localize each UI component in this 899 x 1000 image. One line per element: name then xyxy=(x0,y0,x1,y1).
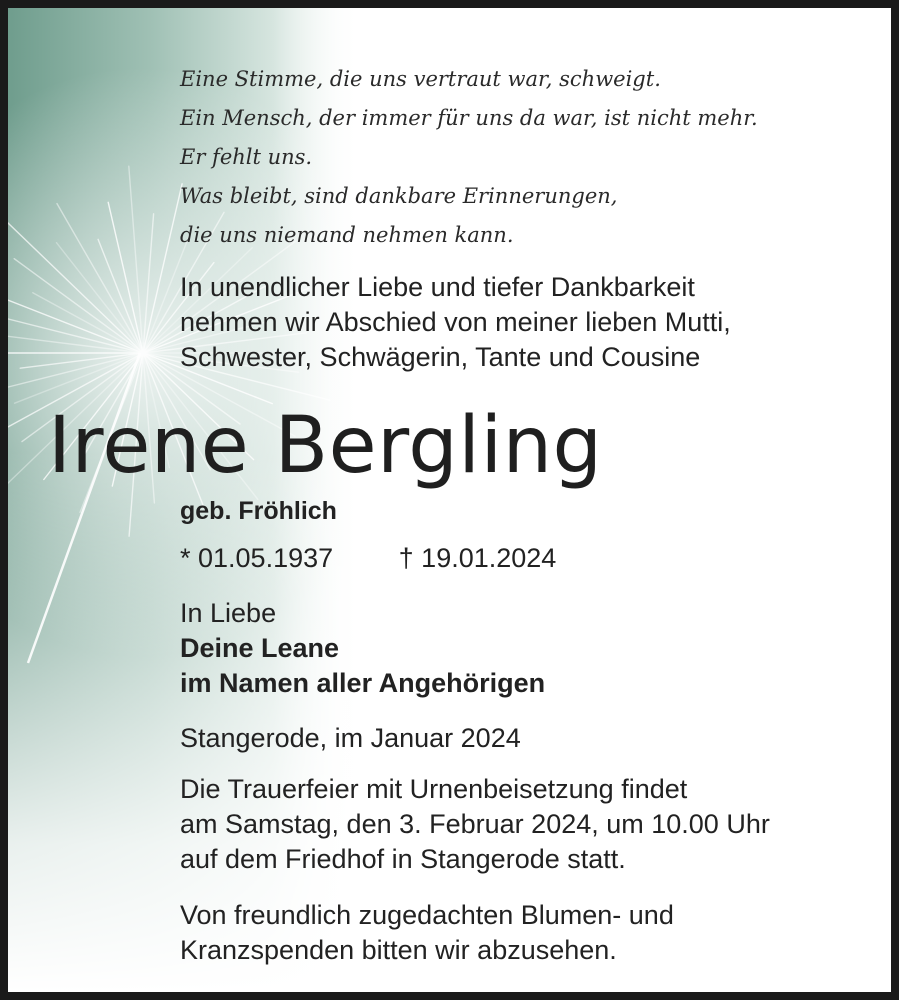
poem-line: Er fehlt uns. xyxy=(180,145,313,169)
signature-prefix: In Liebe xyxy=(180,598,277,628)
flowers-line: Von freundlich zugedachten Blumen- und xyxy=(180,900,674,930)
poem-line: Ein Mensch, der immer für uns da war, ist nicht mehr. xyxy=(180,106,758,130)
service-info xyxy=(180,772,770,877)
birth-date: * 01.05.1937 xyxy=(180,543,334,573)
birth-name: geb. Fröhlich xyxy=(180,497,337,525)
flowers-note xyxy=(180,898,674,968)
poem xyxy=(180,60,758,255)
poem-line: Was bleibt, sind dankbare Erinnerungen, xyxy=(180,184,618,208)
signature-from: Deine Leane xyxy=(180,633,340,663)
service-line: auf dem Friedhof in Stangerode statt. xyxy=(180,844,626,874)
poem-line: die uns niemand nehmen kann. xyxy=(180,223,514,247)
flowers-line: Kranzspenden bitten wir abzusehen. xyxy=(180,935,617,965)
intro-line: Schwester, Schwägerin, Tante und Cousine xyxy=(180,342,701,372)
poem-line: Eine Stimme, die uns vertraut war, schweigt. xyxy=(180,67,661,91)
intro-line: nehmen wir Abschied von meiner lieben Mutti, xyxy=(180,307,731,337)
signature-family: im Namen aller Angehörigen xyxy=(180,668,546,698)
service-line: Die Trauerfeier mit Urnenbeisetzung findet xyxy=(180,774,688,804)
intro-line: In unendlicher Liebe und tiefer Dankbarkeit xyxy=(180,272,695,302)
death-date: † 19.01.2024 xyxy=(398,543,557,573)
life-dates xyxy=(180,538,556,578)
service-line: am Samstag, den 3. Februar 2024, um 10.00 Uhr xyxy=(180,809,770,839)
intro-text xyxy=(180,270,731,375)
signature xyxy=(180,596,545,701)
place-date: Stangerode, im Januar 2024 xyxy=(180,723,521,753)
deceased-name: Irene Bergling xyxy=(48,401,603,491)
